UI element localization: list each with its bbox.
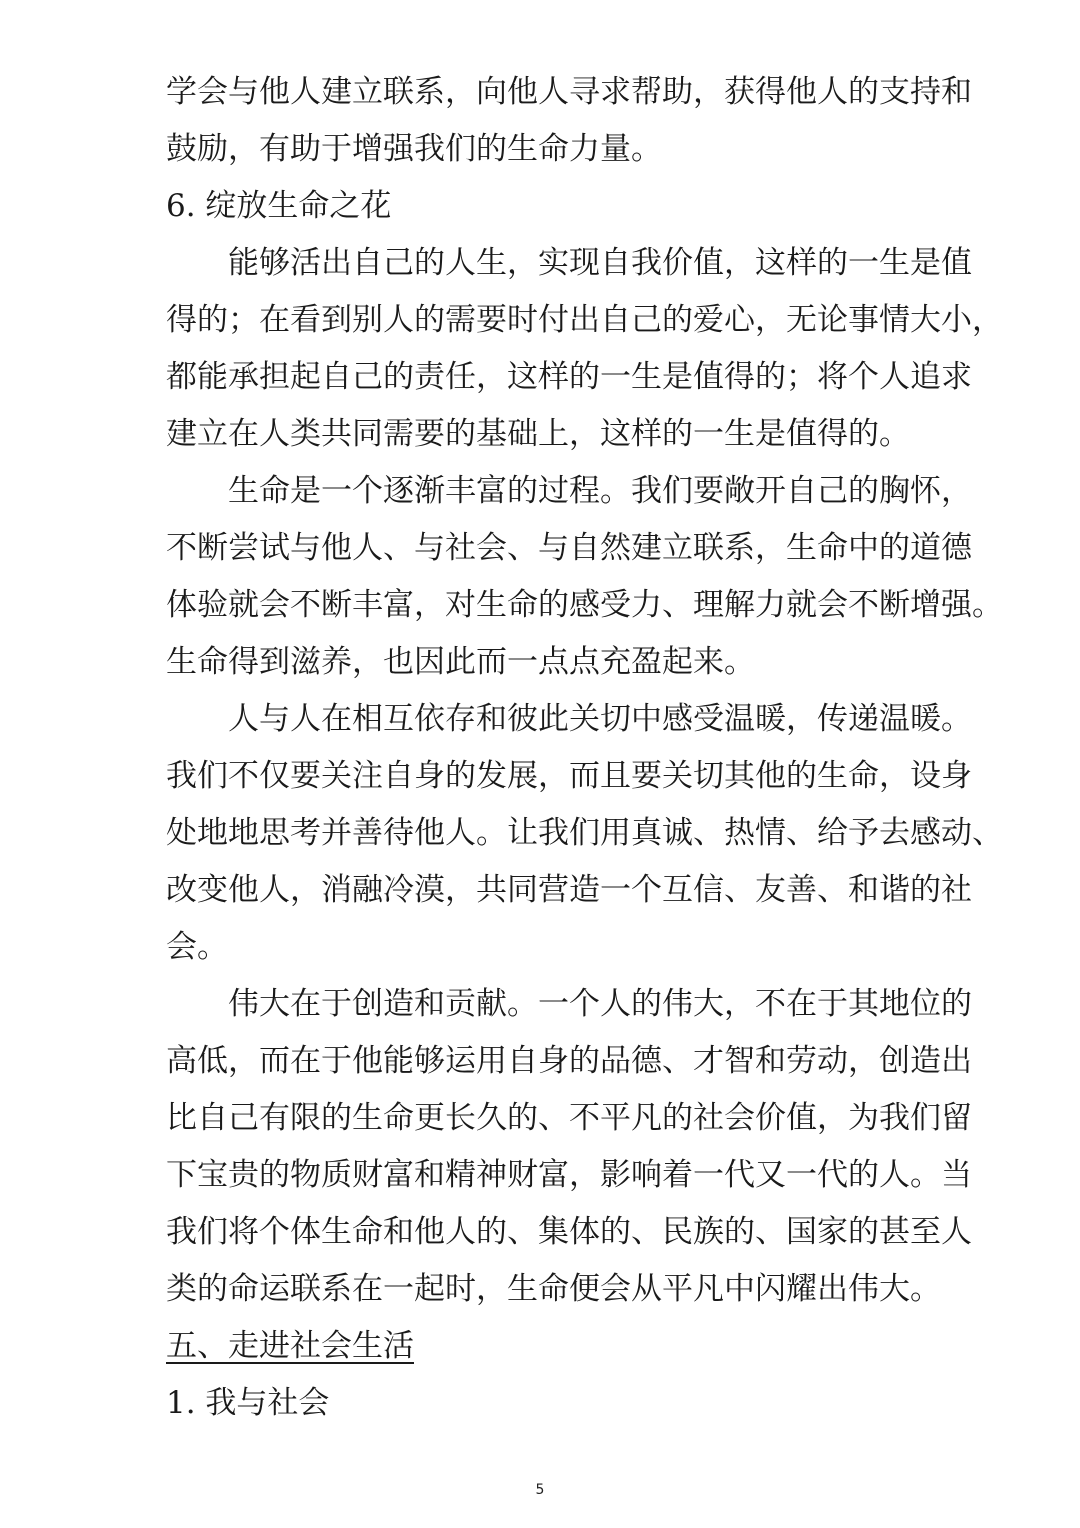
- body-line: 改变他人，消融冷漠，共同营造一个互信、友善、和谐的社: [166, 872, 972, 908]
- body-line: 体验就会不断丰富，对生命的感受力、理解力就会不断增强。: [166, 587, 1003, 623]
- body-line: 伟大在于创造和贡献。一个人的伟大，不在于其地位的: [228, 986, 972, 1022]
- body-line: 学会与他人建立联系，向他人寻求帮助，获得他人的支持和: [166, 74, 972, 110]
- body-line: 处地地思考并善待他人。让我们用真诚、热情、给予去感动、: [166, 815, 1003, 851]
- body-line: 下宝贵的物质财富和精神财富，影响着一代又一代的人。当: [166, 1157, 972, 1193]
- body-line: 得的；在看到别人的需要时付出自己的爱心，无论事情大小，: [166, 302, 1003, 338]
- document-body: [166, 64, 1003, 1432]
- chapter-heading: [166, 1318, 918, 1375]
- body-line: 都能承担起自己的责任，这样的一生是值得的；将个人追求: [166, 359, 972, 395]
- body-line: 生命是一个逐渐丰富的过程。我们要敞开自己的胸怀，: [228, 473, 972, 509]
- body-line: 会。: [166, 929, 228, 965]
- body-line: 高低，而在于他能够运用自身的品德、才智和劳动，创造出: [166, 1043, 972, 1079]
- chapter-heading-text: 五、走进社会生活: [166, 1328, 414, 1364]
- section-heading: 6. 绽放生命之花: [166, 188, 392, 224]
- body-line: 类的命运联系在一起时，生命便会从平凡中闪耀出伟大。: [166, 1271, 941, 1307]
- page-number: 5: [535, 1482, 545, 1498]
- body-line: 能够活出自己的人生，实现自我价值，这样的一生是值: [228, 245, 972, 281]
- body-line: 鼓励，有助于增强我们的生命力量。: [166, 131, 662, 167]
- body-line: 生命得到滋养，也因此而一点点充盈起来。: [166, 644, 755, 680]
- body-line: 人与人在相互依存和彼此关切中感受温暖，传递温暖。: [228, 701, 972, 737]
- body-line: 建立在人类共同需要的基础上，这样的一生是值得的。: [166, 416, 910, 452]
- section-heading: 1. 我与社会: [166, 1385, 330, 1421]
- body-line: 我们不仅要关注自身的发展，而且要关切其他的生命，设身: [166, 758, 972, 794]
- body-line: 不断尝试与他人、与社会、与自然建立联系，生命中的道德: [166, 530, 972, 566]
- body-line: 我们将个体生命和他人的、集体的、民族的、国家的甚至人: [166, 1214, 972, 1250]
- body-line: 比自己有限的生命更长久的、不平凡的社会价值，为我们留: [166, 1100, 972, 1136]
